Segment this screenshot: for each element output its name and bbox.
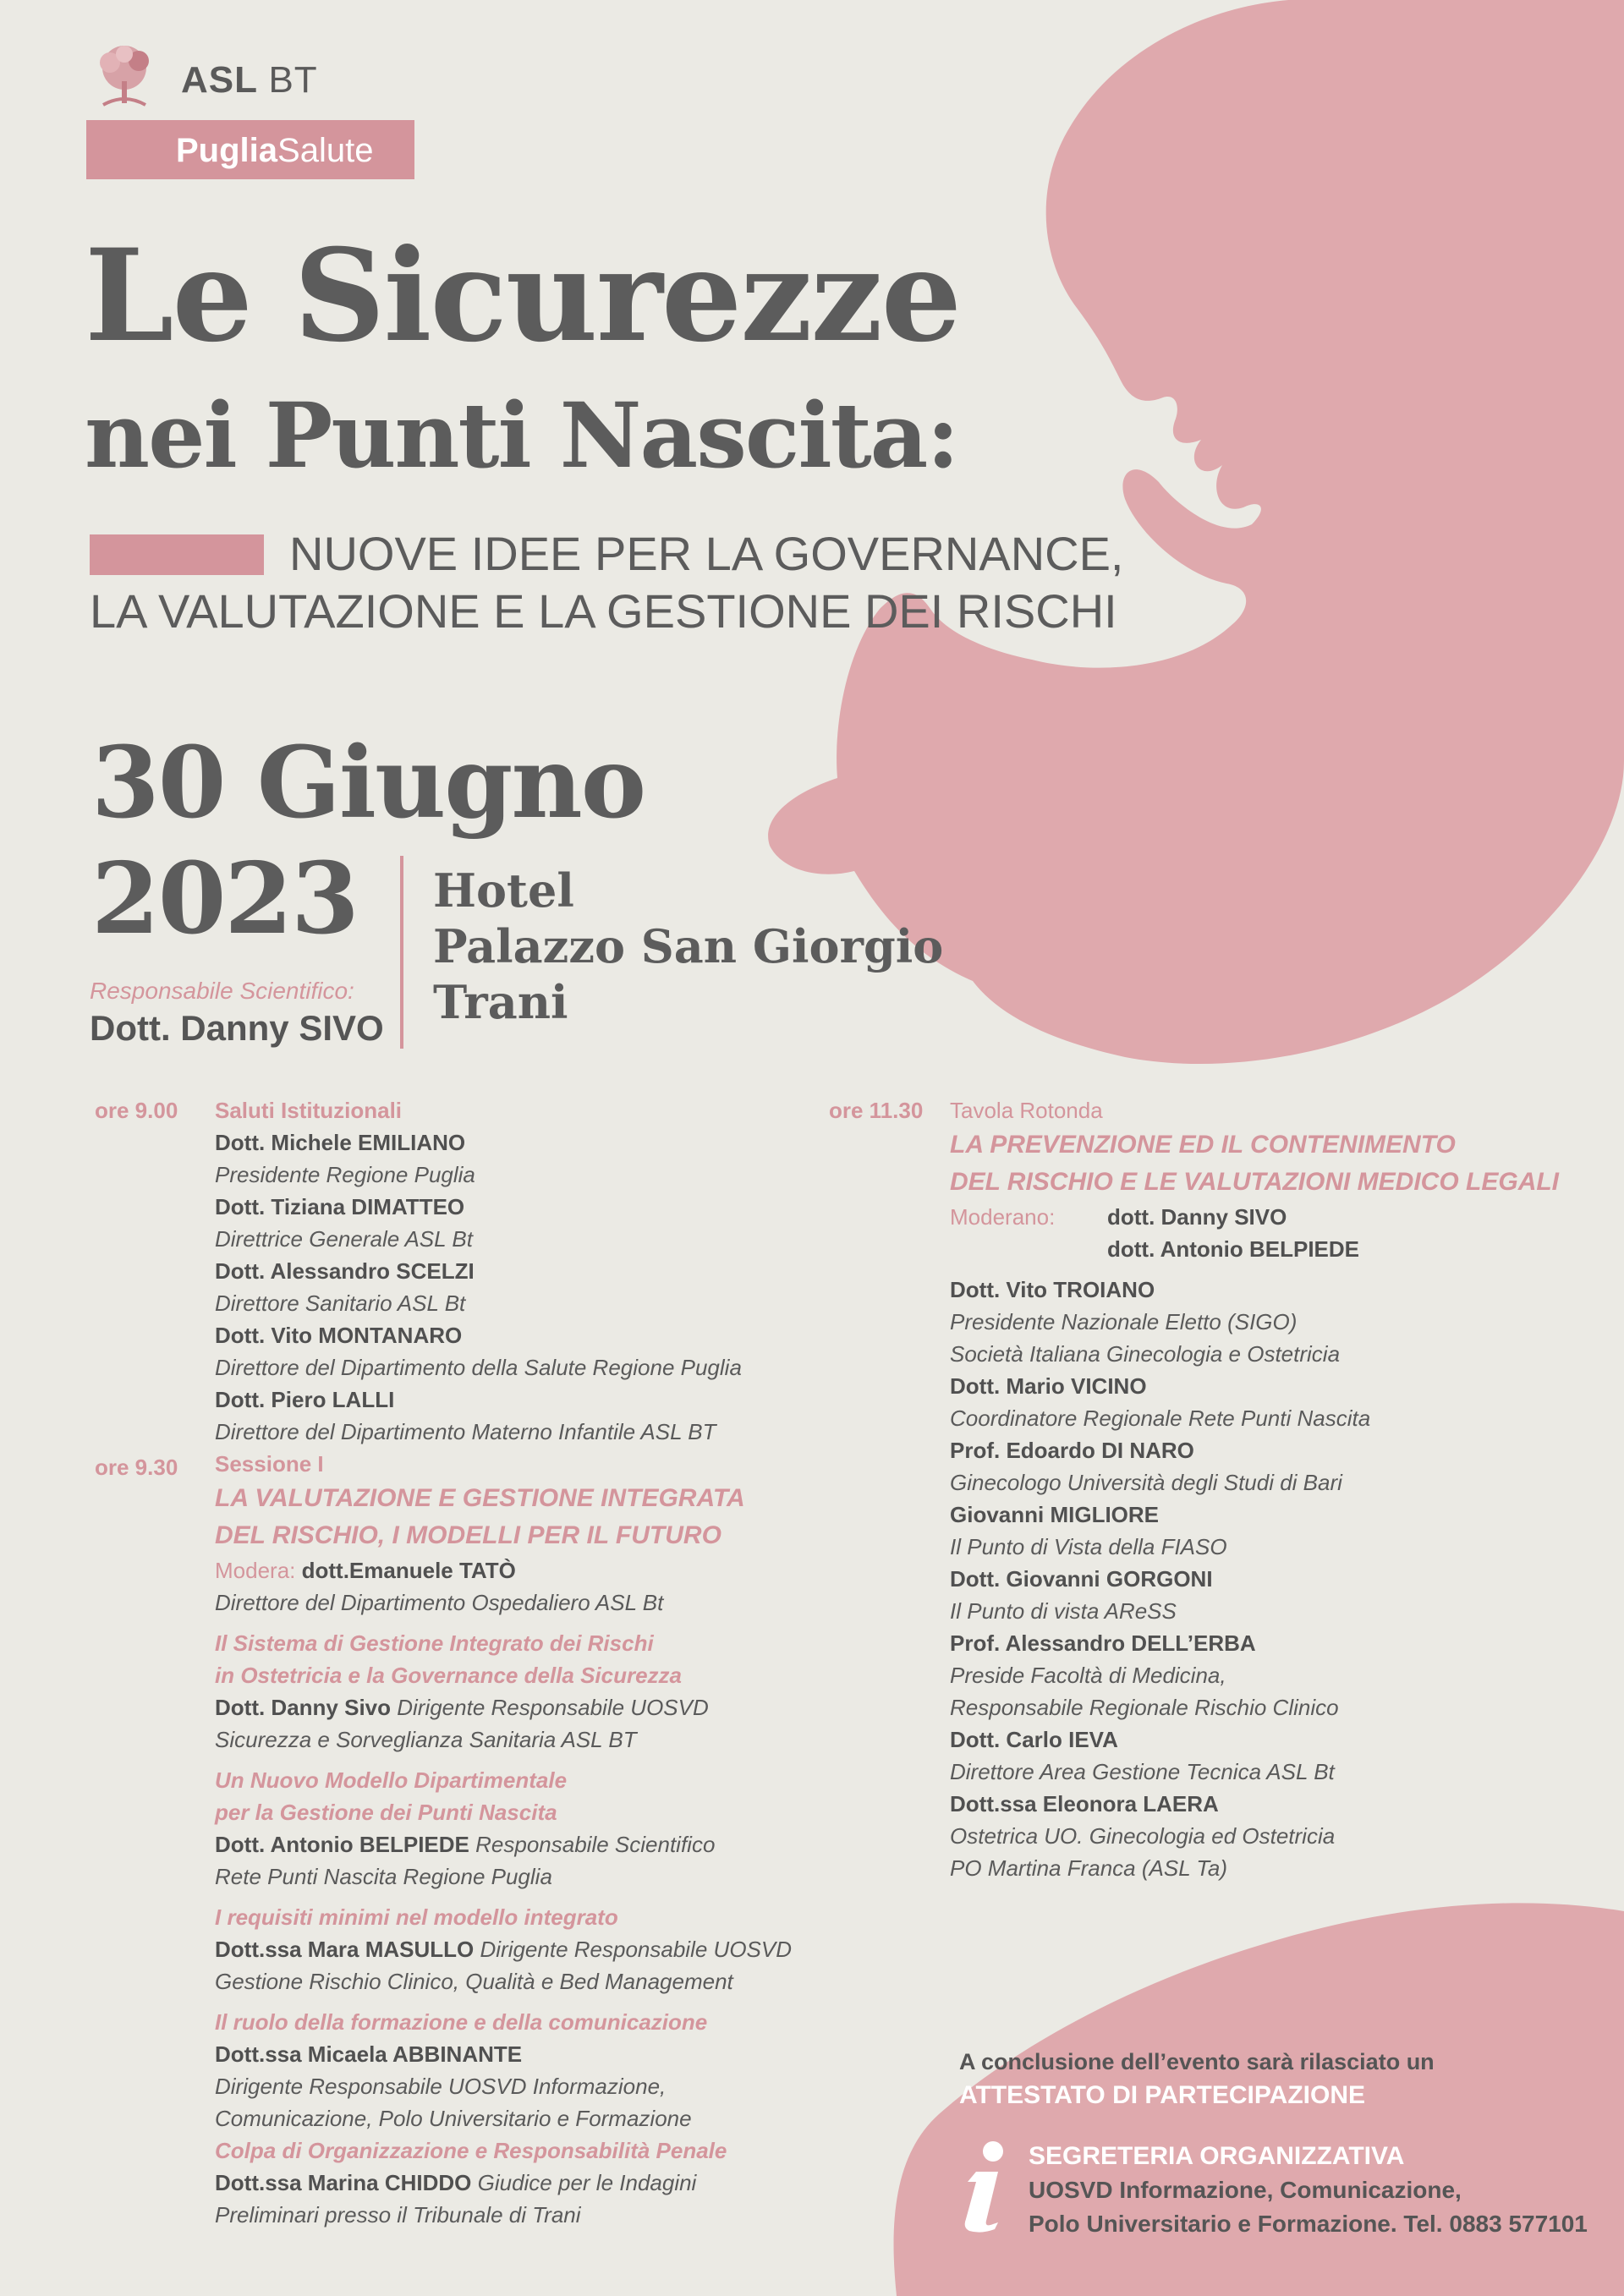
- speaker-role: Direttrice Generale ASL Bt: [215, 1226, 473, 1252]
- talk-speaker-role: Preliminari presso il Tribunale di Trani: [215, 2202, 581, 2228]
- time-0930: ore 9.30: [95, 1455, 178, 1480]
- panelist-role: Il Punto di Vista della FIASO: [950, 1534, 1227, 1559]
- tavola-title-line1: LA PREVENZIONE ED IL CONTENIMENTO: [950, 1131, 1456, 1159]
- subtitle-line2: LA VALUTAZIONE E LA GESTIONE DEI RISCHI: [90, 584, 1117, 638]
- panelist-name: Prof. Alessandro DELL’ERBA: [950, 1630, 1256, 1656]
- venue-line1: Hotel: [433, 863, 574, 918]
- talk-title: in Ostetricia e la Governance della Sicurezza: [215, 1663, 683, 1688]
- conclusion-note: [959, 2045, 1435, 2112]
- panelist-role: Presidente Nazionale Eletto (SIGO): [950, 1309, 1298, 1334]
- logo-asl-text: ASL BT: [181, 59, 318, 101]
- time-1130: ore 11.30: [829, 1098, 924, 1123]
- panelist-role: Ginecologo Università degli Studi di Bari: [950, 1470, 1342, 1495]
- speaker-name: Dott. Michele EMILIANO: [215, 1130, 466, 1155]
- talk-speaker-role: Dirigente Responsabile UOSVD Informazione,: [215, 2074, 667, 2099]
- talk-speaker: Dott. Antonio BELPIEDE Responsabile Scientifico: [215, 1832, 716, 1857]
- saluti-heading: Saluti Istituzionali: [215, 1098, 403, 1123]
- panelist-role: Preside Facoltà di Medicina,: [950, 1663, 1226, 1688]
- puglia-salute-text: PugliaSalute: [176, 132, 374, 169]
- asl-bt-logo: [86, 44, 416, 179]
- panelist-name: Dott. Carlo IEVA: [950, 1727, 1118, 1752]
- panelist-role: Coordinatore Regionale Rete Punti Nascita: [950, 1406, 1371, 1431]
- subtitle-accent-bar: [90, 534, 264, 575]
- venue-divider: [400, 856, 403, 1049]
- panelist-name: Dott. Mario VICINO: [950, 1373, 1147, 1399]
- panelist-role: Il Punto di vista AReSS: [950, 1598, 1177, 1624]
- talk-title: Il Sistema di Gestione Integrato dei Rischi: [215, 1630, 654, 1656]
- talk-title: Il ruolo della formazione e della comunicazione: [215, 2009, 708, 2035]
- panelist-name: Dott. Giovanni GORGONI: [950, 1566, 1213, 1592]
- attestato-text: ATTESTATO DI PARTECIPAZIONE: [959, 2081, 1365, 2109]
- panelist-role: Direttore Area Gestione Tecnica ASL Bt: [950, 1759, 1335, 1784]
- talk-speaker: Dott.ssa Mara MASULLO Dirigente Responsabile UOSVD: [215, 1937, 792, 1962]
- venue-line3: Trani: [433, 975, 568, 1029]
- panelist-name: Giovanni MIGLIORE: [950, 1502, 1160, 1527]
- moderator-line: Modera: dott.Emanuele TATÒ: [215, 1558, 516, 1583]
- tree-logo-icon: [86, 44, 162, 112]
- venue-line2: Palazzo San Giorgio: [433, 919, 944, 973]
- event-day: 30 Giugno: [91, 726, 645, 841]
- tavola-heading: Tavola Rotonda: [950, 1098, 1103, 1123]
- talk-speaker-role: Sicurezza e Sorveglianza Sanitaria ASL BT: [215, 1727, 637, 1752]
- speaker-name: Dott. Alessandro SCELZI: [215, 1258, 475, 1284]
- talk-speaker-role: Comunicazione, Polo Universitario e Formazione: [215, 2106, 692, 2131]
- segreteria-block: [1029, 2140, 1588, 2241]
- speaker-role: Direttore Sanitario ASL Bt: [215, 1290, 466, 1316]
- speaker-role: Direttore del Dipartimento Materno Infantile ASL BT: [215, 1419, 716, 1444]
- speaker-name: Dott. Vito MONTANARO: [215, 1323, 463, 1348]
- time-0900: ore 9.00: [95, 1098, 178, 1123]
- tavola-title-line2: DEL RISCHIO E LE VALUTAZIONI MEDICO LEGALI: [950, 1168, 1560, 1196]
- session-title-line2: DEL RISCHIO, I MODELLI PER IL FUTURO: [215, 1521, 721, 1549]
- info-icon: [956, 2140, 1012, 2233]
- panelist-role: Responsabile Regionale Rischio Clinico: [950, 1695, 1339, 1720]
- talk-title: I requisiti minimi nel modello integrato: [215, 1904, 618, 1930]
- event-year: 2023: [91, 841, 358, 956]
- moderators-line1: Moderano: dott. Danny SIVO: [950, 1204, 1287, 1230]
- talk-speaker: Dott.ssa Micaela ABBINANTE: [215, 2041, 523, 2067]
- responsabile-name: Dott. Danny SIVO: [90, 1008, 384, 1048]
- speaker-name: Dott. Piero LALLI: [215, 1387, 395, 1412]
- talk-speaker-role: Gestione Rischio Clinico, Qualità e Bed Management: [215, 1969, 733, 1994]
- talk-speaker: Dott.ssa Marina CHIDDO Giudice per le Indagini: [215, 2170, 697, 2195]
- panelist-role: Società Italiana Ginecologia e Ostetricia: [950, 1341, 1341, 1367]
- responsabile-label: Responsabile Scientifico:: [90, 978, 354, 1004]
- main-title-line1: Le Sicurezze: [85, 222, 961, 370]
- moderator-role: Direttore del Dipartimento Ospedaliero ASL Bt: [215, 1590, 664, 1615]
- talk-title: per la Gestione dei Punti Nascita: [215, 1800, 557, 1825]
- program-left: [215, 1094, 792, 2231]
- panelist-name: Prof. Edoardo DI NARO: [950, 1438, 1194, 1463]
- session-title-line1: LA VALUTAZIONE E GESTIONE INTEGRATA: [215, 1484, 745, 1512]
- speaker-name: Dott. Tiziana DIMATTEO: [215, 1194, 465, 1219]
- subtitle-line1: NUOVE IDEE PER LA GOVERNANCE,: [289, 527, 1124, 580]
- moderators-line2: dott. Antonio BELPIEDE: [1107, 1236, 1359, 1262]
- talk-speaker: Dott. Danny Sivo Dirigente Responsabile UOSVD: [215, 1695, 709, 1720]
- main-title-line2: nei Punti Nascita:: [85, 382, 958, 488]
- segreteria-line2: Polo Universitario e Formazione. Tel. 0883 577101: [1029, 2211, 1588, 2237]
- speaker-role: Direttore del Dipartimento della Salute Regione Puglia: [215, 1355, 742, 1380]
- speaker-role: Presidente Regione Puglia: [215, 1162, 475, 1187]
- talk-title: Colpa di Organizzazione e Responsabilità Penale: [215, 2138, 727, 2163]
- conclusion-text: A conclusione dell’evento sarà rilasciato un: [959, 2049, 1435, 2074]
- puglia-salute-bar: [86, 120, 414, 179]
- venue: [433, 863, 943, 1030]
- program-right: [950, 1094, 1559, 1884]
- panelist-name: Dott. Vito TROIANO: [950, 1277, 1155, 1302]
- segreteria-line1: UOSVD Informazione, Comunicazione,: [1029, 2177, 1462, 2203]
- segreteria-title: SEGRETERIA ORGANIZZATIVA: [1029, 2142, 1405, 2170]
- talk-speaker-role: Rete Punti Nascita Regione Puglia: [215, 1864, 552, 1889]
- panelist-role: PO Martina Franca (ASL Ta): [950, 1855, 1228, 1881]
- panelist-role: Ostetrica UO. Ginecologia ed Ostetricia: [950, 1823, 1336, 1849]
- panelist-name: Dott.ssa Eleonora LAERA: [950, 1791, 1219, 1817]
- talk-title: Un Nuovo Modello Dipartimentale: [215, 1767, 568, 1793]
- session-heading: Sessione I: [215, 1451, 324, 1477]
